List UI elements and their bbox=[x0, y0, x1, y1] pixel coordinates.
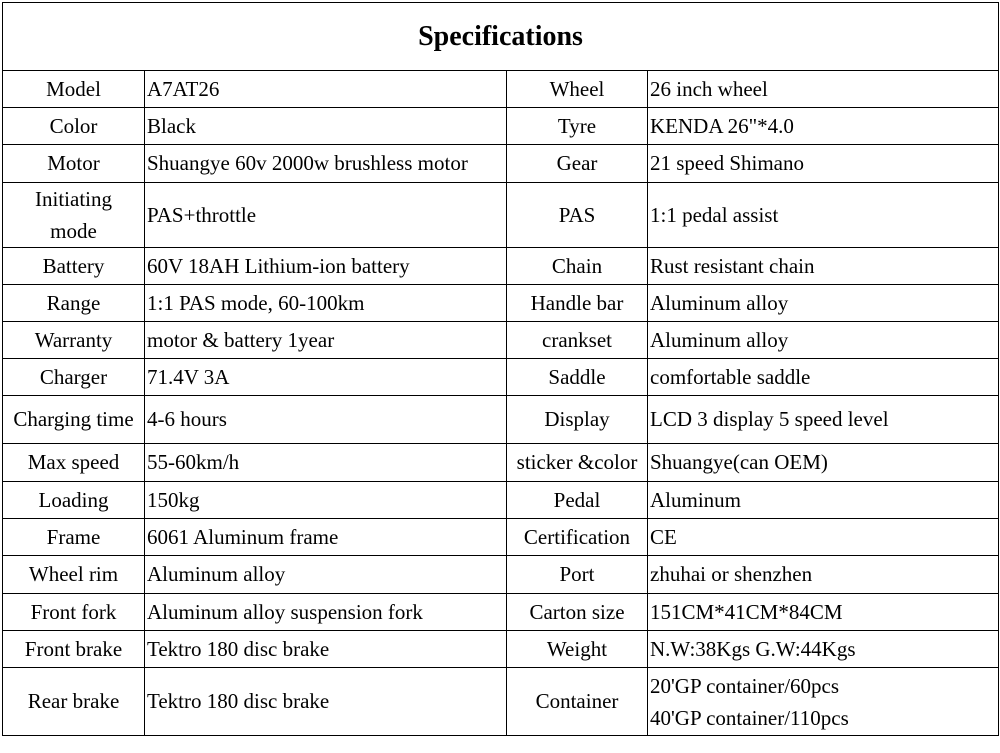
spec-value: 150kg bbox=[145, 482, 507, 519]
spec-value: Aluminum bbox=[648, 482, 999, 519]
spec-value: Shuangye 60v 2000w brushless motor bbox=[145, 145, 507, 183]
specifications-table bbox=[2, 2, 999, 736]
spec-label: Tyre bbox=[507, 108, 648, 145]
spec-label: Model bbox=[3, 71, 145, 108]
spec-value: 1:1 PAS mode, 60-100km bbox=[145, 285, 507, 322]
spec-value: 21 speed Shimano bbox=[648, 145, 999, 183]
spec-value: 55-60km/h bbox=[145, 444, 507, 482]
spec-label: crankset bbox=[507, 322, 648, 359]
spec-value: Aluminum alloy bbox=[648, 322, 999, 359]
spec-value: Aluminum alloy bbox=[648, 285, 999, 322]
spec-row bbox=[3, 322, 999, 359]
spec-row bbox=[3, 444, 999, 482]
spec-value: A7AT26 bbox=[145, 71, 507, 108]
spec-value: N.W:38Kgs G.W:44Kgs bbox=[648, 631, 999, 668]
spec-label: sticker &color bbox=[507, 444, 648, 482]
spec-value: Black bbox=[145, 108, 507, 145]
spec-label: Warranty bbox=[3, 322, 145, 359]
spec-value: Tektro 180 disc brake bbox=[145, 668, 507, 736]
spec-label: Range bbox=[3, 285, 145, 322]
spec-value: 6061 Aluminum frame bbox=[145, 519, 507, 556]
spec-label: Weight bbox=[507, 631, 648, 668]
spec-label: Display bbox=[507, 396, 648, 444]
spec-label: Handle bar bbox=[507, 285, 648, 322]
spec-row bbox=[3, 285, 999, 322]
spec-row bbox=[3, 668, 999, 736]
spec-label: Initiating mode bbox=[3, 183, 145, 248]
spec-row bbox=[3, 631, 999, 668]
spec-value: 1:1 pedal assist bbox=[648, 183, 999, 248]
title-row bbox=[3, 3, 999, 71]
spec-label: Wheel rim bbox=[3, 556, 145, 594]
spec-label: Frame bbox=[3, 519, 145, 556]
spec-value: Rust resistant chain bbox=[648, 248, 999, 285]
spec-label: PAS bbox=[507, 183, 648, 248]
spec-label: Charging time bbox=[3, 396, 145, 444]
spec-value: 26 inch wheel bbox=[648, 71, 999, 108]
spec-value: 20'GP container/60pcs 40'GP container/110pcs bbox=[648, 668, 999, 736]
spec-label: Charger bbox=[3, 359, 145, 396]
spec-value: CE bbox=[648, 519, 999, 556]
spec-row bbox=[3, 482, 999, 519]
spec-row bbox=[3, 183, 999, 248]
spec-value: Shuangye(can OEM) bbox=[648, 444, 999, 482]
spec-label: Container bbox=[507, 668, 648, 736]
spec-label: Chain bbox=[507, 248, 648, 285]
spec-label: Wheel bbox=[507, 71, 648, 108]
spec-row bbox=[3, 108, 999, 145]
spec-label: Max speed bbox=[3, 444, 145, 482]
spec-value: 60V 18AH Lithium-ion battery bbox=[145, 248, 507, 285]
spec-label: Loading bbox=[3, 482, 145, 519]
spec-label: Port bbox=[507, 556, 648, 594]
spec-label: Pedal bbox=[507, 482, 648, 519]
spec-row bbox=[3, 248, 999, 285]
spec-value: comfortable saddle bbox=[648, 359, 999, 396]
spec-label: Color bbox=[3, 108, 145, 145]
spec-value: Tektro 180 disc brake bbox=[145, 631, 507, 668]
spec-value: 71.4V 3A bbox=[145, 359, 507, 396]
spec-label: Gear bbox=[507, 145, 648, 183]
spec-label: Motor bbox=[3, 145, 145, 183]
spec-value: motor & battery 1year bbox=[145, 322, 507, 359]
spec-value: Aluminum alloy suspension fork bbox=[145, 594, 507, 631]
spec-label: Certification bbox=[507, 519, 648, 556]
spec-value: 151CM*41CM*84CM bbox=[648, 594, 999, 631]
spec-row bbox=[3, 145, 999, 183]
spec-row bbox=[3, 71, 999, 108]
spec-row bbox=[3, 519, 999, 556]
spec-row bbox=[3, 396, 999, 444]
spec-row bbox=[3, 556, 999, 594]
spec-value: PAS+throttle bbox=[145, 183, 507, 248]
spec-value: Aluminum alloy bbox=[145, 556, 507, 594]
spec-row bbox=[3, 359, 999, 396]
spec-label: Front fork bbox=[3, 594, 145, 631]
spec-label: Front brake bbox=[3, 631, 145, 668]
spec-row bbox=[3, 594, 999, 631]
spec-value: 4-6 hours bbox=[145, 396, 507, 444]
spec-value: KENDA 26"*4.0 bbox=[648, 108, 999, 145]
spec-label: Carton size bbox=[507, 594, 648, 631]
table-title: Specifications bbox=[3, 3, 999, 71]
spec-label: Saddle bbox=[507, 359, 648, 396]
spec-value: zhuhai or shenzhen bbox=[648, 556, 999, 594]
spec-label: Rear brake bbox=[3, 668, 145, 736]
spec-value: LCD 3 display 5 speed level bbox=[648, 396, 999, 444]
spec-label: Battery bbox=[3, 248, 145, 285]
